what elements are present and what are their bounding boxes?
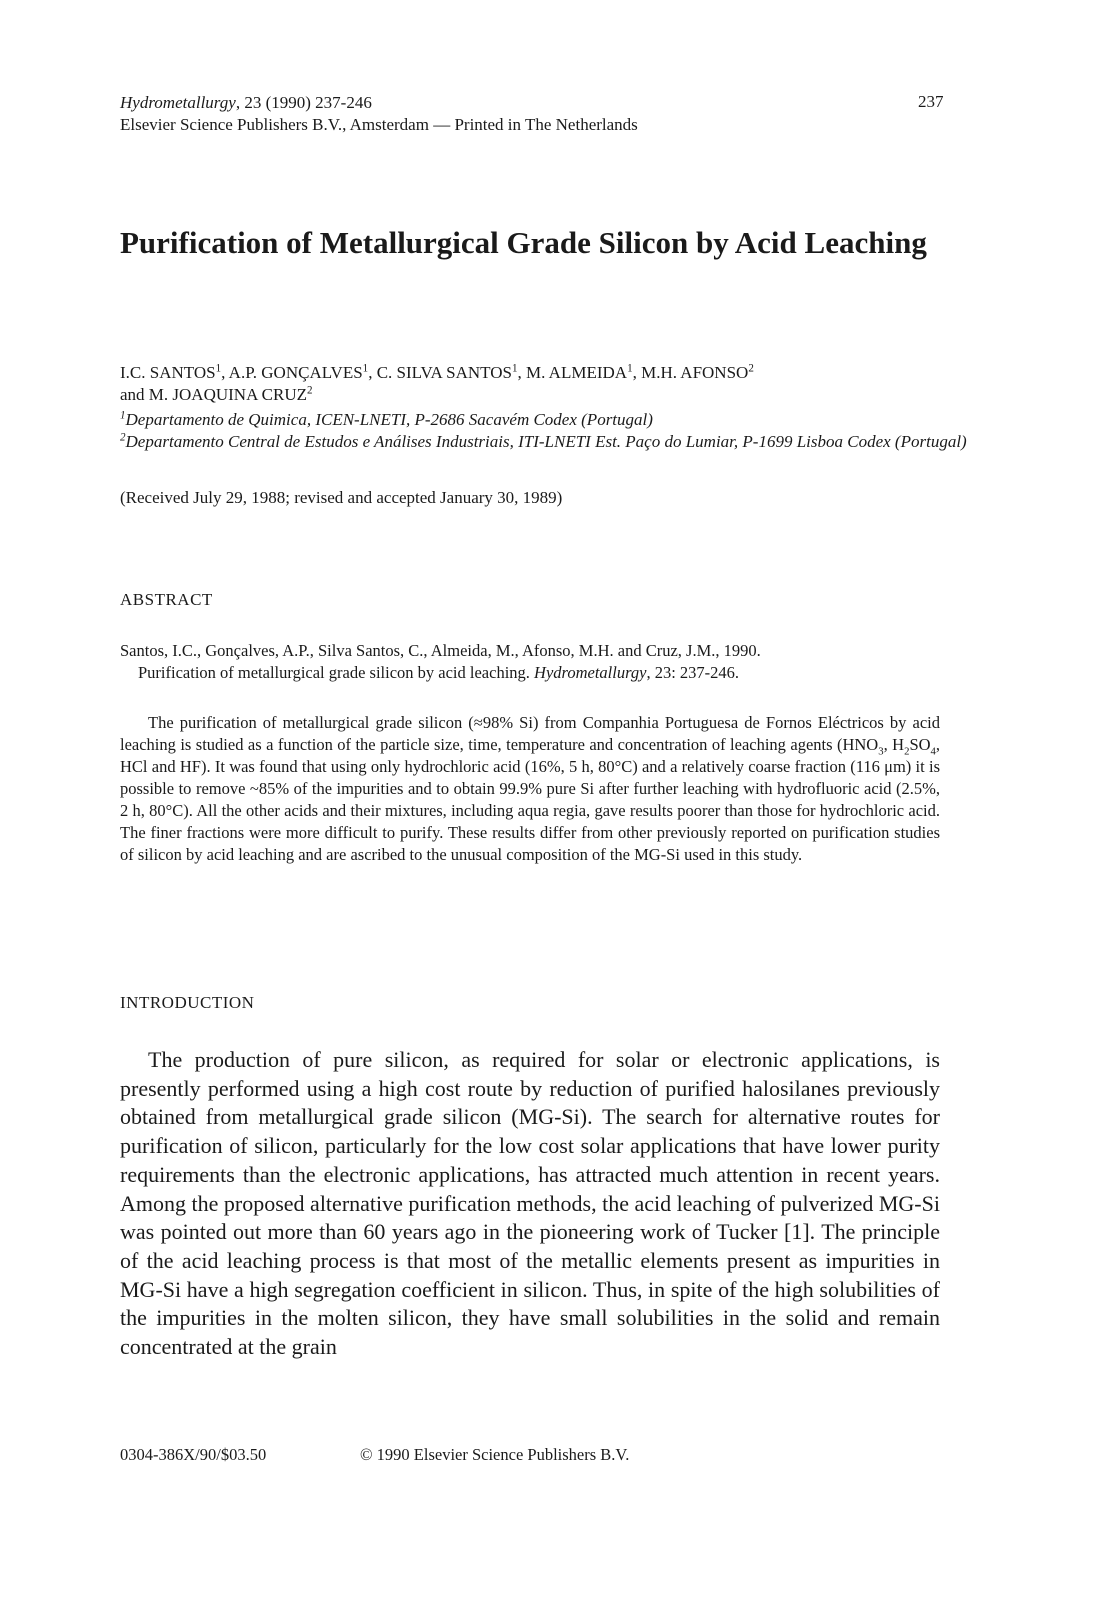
subscript: 2	[904, 745, 910, 758]
affiliation-marker: 1	[120, 409, 126, 422]
author: , M. ALMEIDA	[517, 363, 628, 382]
citation-title: Purification of metallurgical grade silicon by acid leaching.	[138, 663, 535, 682]
affiliation-marker: 2	[307, 384, 313, 397]
author: , A.P. GONÇALVES	[221, 363, 363, 382]
abstract-text: , H	[883, 735, 905, 754]
received-dates: (Received July 29, 1988; revised and accepted January 30, 1989)	[120, 488, 563, 507]
affiliation-marker: 1	[215, 362, 222, 375]
page-number: 237	[918, 92, 944, 111]
abstract-text: , HCl and HF). It was found that using only hydrochloric acid (16%, 5 h, 80°C) and a relatively coarse fraction (116 μm) it is possible to remove ~85% of the impurities and to obtain 99.9% pure Si after further leaching with hydrofluoric acid (2.5%, 2 h, 80°C). All the other acids and their mixtures, including aqua regia, gave results poorer than those for hydrochloric acid. The finer fractions were more difficult to purify. These results differ from other previously reported on purification studies of silicon by acid leaching and are ascribed to the unusual composition of the MG-Si used in this study.	[120, 735, 941, 864]
affiliation-marker: 1	[362, 362, 369, 375]
affiliation-1	[120, 409, 980, 431]
copyright-notice: © 1990 Elsevier Science Publishers B.V.	[360, 1445, 630, 1464]
subscript: 4	[930, 745, 936, 758]
affiliation-marker: 1	[627, 362, 633, 375]
affiliation-text: Departamento de Quimica, ICEN-LNETI, P-2686 Sacavém Codex (Portugal)	[125, 410, 653, 429]
introduction-text: The production of pure silicon, as required for solar or electronic applications, is presently performed using a high cost route by reduction of purified halosilanes previously obtained from metallurgical grade silicon (MG-Si). The search for alternative routes for purification of silicon, particularly for the low cost solar applications that have lower purity requirements than the electronic applications, has attracted much attention in recent years. Among the proposed alternative purification methods, the acid leaching of pulverized MG-Si was pointed out more than 60 years ago in the pioneering work of Tucker [1]. The principle of the acid leaching process is that most of the metallic elements present as impurities in MG-Si have a high segregation coefficient in silicon. Thus, in spite of the high solubilities of the impurities in the molten silicon, they have small solubilities in the solid and remain concentrated at the grain	[120, 1047, 940, 1360]
abstract-body	[120, 712, 940, 866]
running-header	[120, 92, 638, 136]
introduction-body	[120, 1046, 940, 1362]
journal-name: Hydrometallurgy	[120, 93, 236, 112]
journal-citation-line	[120, 92, 638, 114]
author: and M. JOAQUINA CRUZ	[120, 385, 307, 404]
subscript: 3	[878, 745, 884, 758]
author: I.C. SANTOS	[120, 363, 216, 382]
abstract-heading: ABSTRACT	[120, 590, 213, 609]
volume-info: , 23 (1990) 237-246	[235, 93, 372, 112]
reference-citation	[120, 640, 940, 684]
citation-authors: Santos, I.C., Gonçalves, A.P., Silva Santos, C., Almeida, M., Afonso, M.H. and Cruz, J.M., 1990.	[120, 641, 761, 660]
affiliation-marker: 1	[511, 362, 518, 375]
abstract-text: The purification of metallurgical grade silicon (≈98% Si) from Companhia Portuguesa de Fornos Eléctricos by acid leaching is studied as a function of the particle size, time, temperature and concentration of leaching agents (HNO	[120, 713, 940, 754]
affiliation-2	[120, 431, 980, 453]
issn-code: 0304-386X/90/$03.50	[120, 1445, 267, 1464]
citation-journal: Hydrometallurgy	[534, 663, 647, 682]
author-list	[120, 362, 980, 406]
affiliation-marker: 2	[120, 431, 126, 444]
affiliation-text: Departamento Central de Estudos e Análises Industriais, ITI-LNETI Est. Paço do Lumiar, P-1699 Lisboa Codex (Portugal)	[125, 432, 967, 451]
affiliations	[120, 409, 980, 453]
paper-title: Purification of Metallurgical Grade Silicon by Acid Leaching	[120, 225, 927, 260]
author: , M.H. AFONSO	[632, 363, 749, 382]
publisher-line: Elsevier Science Publishers B.V., Amsterdam — Printed in The Netherlands	[120, 115, 638, 134]
affiliation-marker: 2	[748, 362, 754, 375]
author: , C. SILVA SANTOS	[368, 363, 512, 382]
citation-title-line	[120, 662, 940, 684]
citation-pages: , 23: 237-246.	[646, 663, 740, 682]
introduction-heading: INTRODUCTION	[120, 993, 255, 1012]
abstract-text: SO	[909, 735, 931, 754]
